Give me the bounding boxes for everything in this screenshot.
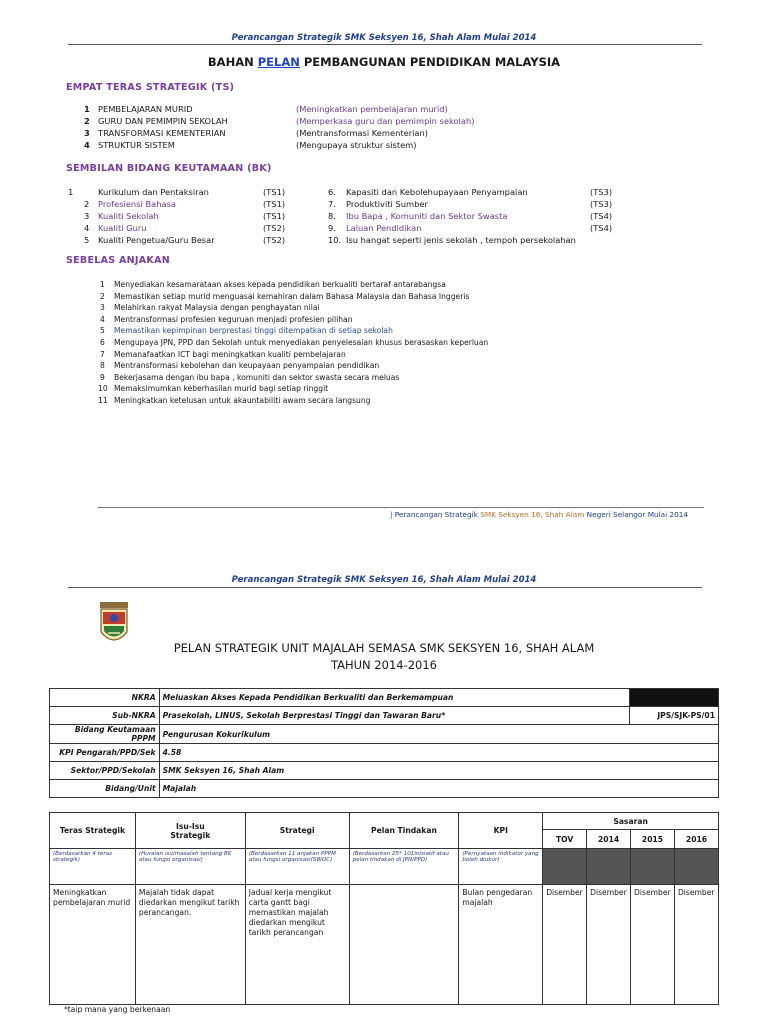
col-isu-header: Isu-Isu Strategik	[135, 813, 245, 849]
note-strategi: (Berdasarkan 11 anjakan PPPM atau fungsi organisasi(SWOC)	[245, 849, 349, 885]
nkra-row	[50, 689, 719, 707]
teras-description: (Memperkasa guru dan pemimpin sekolah)	[296, 116, 475, 126]
anjakan-number: 8	[100, 361, 105, 371]
pelan-link[interactable]: PELAN	[257, 55, 300, 69]
bidang-ts: (TS1)	[263, 187, 286, 197]
page1-title	[0, 55, 768, 69]
bidang-ts: (TS2)	[263, 223, 286, 233]
bidang-number: 2	[84, 199, 90, 209]
page1-header-rule	[68, 44, 702, 45]
col-pelan-header: Pelan Tindakan	[349, 813, 459, 849]
note-kpi: (Pernyataan indikator yang boleh diukur)	[459, 849, 543, 885]
teras-number: 4	[84, 140, 90, 150]
teras-description: (Mentransformasi Kementerian)	[296, 128, 429, 138]
anjakan-number: 4	[100, 314, 105, 324]
footer-part-1: Perancangan Strategik	[394, 510, 481, 519]
anjakan-number: 11	[98, 396, 108, 405]
nkra-row	[50, 725, 719, 744]
page2-title-line1: PELAN STRATEGIK UNIT MAJALAH SEMASA SMK SEKSYEN 16, SHAH ALAM	[173, 641, 595, 655]
bidang-number: 3	[84, 211, 90, 221]
row-2015: Disember	[631, 885, 675, 1005]
page2-header-rule	[68, 587, 702, 588]
col-tov-header: TOV	[543, 830, 587, 849]
bidang-number: 5	[84, 235, 90, 245]
footer-bar: |	[390, 510, 395, 519]
bidang-ts: (TS4)	[590, 211, 613, 221]
note-2014-shaded	[587, 849, 631, 885]
bidang-number: 1	[68, 187, 74, 197]
page1-header: Perancangan Strategik SMK Seksyen 16, Shah Alam Mulai 2014	[231, 33, 537, 43]
anjakan-text: Bekerjasama dengan ibu bapa , komuniti dan sektor swasta secara meluas	[114, 372, 400, 382]
bidang-name: Laluan Pendidikan	[346, 223, 422, 233]
bidang-name: Kualiti Sekolah	[98, 211, 159, 221]
bidang-name: Kurikulum dan Pentaksiran	[98, 187, 209, 197]
page2-header: Perancangan Strategik SMK Seksyen 16, Shah Alam Mulai 2014	[231, 575, 537, 585]
plan-table	[49, 812, 719, 1005]
teras-number: 3	[84, 128, 90, 138]
anjakan-text: Melahirkan rakyat Malaysia dengan penghayatan nilai	[114, 303, 320, 313]
teras-name: TRANSFORMASI KEMENTERIAN	[98, 128, 226, 138]
bidang-number: 6.	[328, 187, 336, 197]
title-prefix: BAHAN	[207, 55, 258, 69]
anjakan-number: 6	[100, 338, 105, 347]
nkra-value: 4.58	[159, 744, 718, 762]
bidang-name: Produktiviti Sumber	[346, 199, 428, 209]
teras-name: GURU DAN PEMIMPIN SEKOLAH	[98, 116, 228, 126]
anjakan-number: 7	[100, 349, 105, 359]
anjakan-text: Mentransformasi kebolehan dan keupayaan penyampaian pendidikan	[114, 361, 380, 371]
nkra-row	[50, 780, 719, 798]
bidang-number: 4	[84, 223, 90, 233]
nkra-table	[49, 688, 719, 798]
bidang-number: 7.	[328, 199, 336, 209]
row-strategi: Jadual kerja mengikut carta gantt bagi memastikan majalah diedarkan mengikut tarikh perancangan	[245, 885, 349, 1005]
page1-footer	[390, 510, 688, 519]
footnote: *taip mana yang berkenaan	[64, 1005, 171, 1014]
anjakan-number: 5	[100, 326, 105, 336]
bidang-ts: (TS2)	[263, 235, 286, 245]
col-2016-header: 2016	[674, 830, 718, 849]
row-pelan	[349, 885, 459, 1005]
teras-name: STRUKTUR SISTEM	[98, 140, 175, 150]
bidang-ts: (TS1)	[263, 199, 286, 209]
nkra-black-cell	[629, 689, 718, 707]
anjakan-text: Memaksimumkan keberhasilan murid bagi setiap ringgit	[114, 384, 329, 394]
nkra-row	[50, 744, 719, 762]
page1-footer-rule	[98, 507, 704, 508]
bidang-name: Kualiti Pengetua/Guru Besar	[98, 235, 215, 245]
nkra-label: NKRA	[50, 689, 160, 707]
footer-part-2: SMK Seksyen 16, Shah Alam	[480, 510, 587, 519]
anjakan-number: 10	[98, 384, 108, 394]
anjakan-text: Memanafaatkan ICT bagi meningkatkan kualiti pembelajaran	[114, 349, 346, 359]
col-2015-header: 2015	[631, 830, 675, 849]
anjakan-text: Menyediakan kesamarataan akses kepada pendidikan berkualiti bertaraf antarabangsa	[114, 280, 446, 289]
row-2016: Disember	[674, 885, 718, 1005]
teras-heading: EMPAT TERAS STRATEGIK (TS)	[66, 82, 235, 93]
bidang-number: 10.	[328, 235, 342, 245]
note-tov-shaded	[543, 849, 587, 885]
row-kpi: Bulan pengedaran majalah	[459, 885, 543, 1005]
note-pelan: (Berdasarkan 25* 101inisiatif atau pelan tindakan di JPN/PPD)	[349, 849, 459, 885]
nkra-value: SMK Seksyen 16, Shah Alam	[159, 762, 718, 780]
anjakan-text: Mentransformasi profesien keguruan menjadi profesien pilihan	[114, 314, 353, 324]
nkra-value: Meluaskan Akses Kepada Pendidikan Berkualiti dan Berkemampuan	[159, 689, 629, 707]
nkra-label: Bidang Keutamaan PPPM	[50, 725, 160, 744]
nkra-row	[50, 762, 719, 780]
nkra-row	[50, 707, 719, 725]
teras-description: (Meningkatkan pembelajaran murid)	[296, 104, 448, 114]
bidang-number: 9.	[328, 223, 336, 233]
title-suffix: PEMBANGUNAN PENDIDIKAN MALAYSIA	[299, 55, 561, 69]
bidang-ts: (TS4)	[590, 223, 613, 233]
bidang-name: Ibu Bapa , Komuniti dan Sektor Swasta	[346, 211, 508, 221]
row-tov: Disember	[543, 885, 587, 1005]
nkra-value: Prasekolah, LINUS, Sekolah Berprestasi Tinggi dan Tawaran Baru*	[159, 707, 629, 725]
col-strategi-header: Strategi	[245, 813, 349, 849]
bidang-number: 8.	[328, 211, 336, 221]
note-teras: (Berdasarkan 4 teras strategik)	[50, 849, 136, 885]
nkra-label: Sektor/PPD/Sekolah	[50, 762, 160, 780]
col-teras-header: Teras Strategik	[50, 813, 136, 849]
anjakan-number: 9	[100, 372, 105, 382]
row-teras: Meningkatkan pembelajaran murid	[50, 885, 136, 1005]
bidang-ts: (TS1)	[263, 211, 286, 221]
footer-part-3: Negeri Selangor Mulai 2014	[586, 510, 689, 519]
nkra-value: Pengurusan Kokurikulum	[159, 725, 718, 744]
nkra-label: Bidang/Unit	[50, 780, 160, 798]
row-2014: Disember	[587, 885, 631, 1005]
note-2015-shaded	[631, 849, 675, 885]
sasaran-header: Sasaran	[543, 813, 719, 830]
bidang-name: Profesiensi Bahasa	[98, 199, 176, 209]
nkra-label: KPI Pengarah/PPD/Sek	[50, 744, 160, 762]
anjakan-number: 1	[100, 280, 105, 289]
teras-number: 1	[84, 104, 90, 114]
bidang-ts: (TS3)	[590, 199, 613, 209]
anjakan-text: Meningkatkan ketelusan untuk akauntabiliti awam secara langsung	[114, 396, 371, 405]
col-kpi-header: KPI	[459, 813, 543, 849]
note-2016-shaded	[674, 849, 718, 885]
page2-title-line2: TAHUN 2014-2016	[330, 658, 437, 672]
col-2014-header: 2014	[587, 830, 631, 849]
row-isu: Majalah tidak dapat diedarkan mengikut tarikh perancangan.	[135, 885, 245, 1005]
sub-nkra-code: JPS/SJK-PS/01	[629, 707, 718, 725]
note-isu: (Huraian isu/masalah tentang BK atau fungsi organisasi)	[135, 849, 245, 885]
bidang-name: Kualiti Guru	[98, 223, 147, 233]
teras-number: 2	[84, 116, 90, 126]
anjakan-number: 2	[100, 291, 105, 301]
anjakan-number: 3	[100, 303, 105, 313]
anjakan-text: Memastikan setiap murid menguasai kemahiran dalam Bahasa Malaysia dan Bahasa Inggeris	[114, 291, 470, 301]
bidang-ts: (TS3)	[590, 187, 613, 197]
anjakan-heading: SEBELAS ANJAKAN	[66, 255, 170, 266]
bidang-heading: SEMBILAN BIDANG KEUTAMAAN (BK)	[66, 163, 272, 174]
nkra-label: Sub-NKRA	[50, 707, 160, 725]
bidang-name: Isu hangat seperti jenis sekolah , tempoh persekolahan	[346, 235, 576, 245]
anjakan-text: Mengupaya JPN, PPD dan Sekolah untuk menyediakan penyelesaian khusus berasaskan keperluan	[114, 338, 489, 347]
nkra-value: Majalah	[159, 780, 718, 798]
teras-name: PEMBELAJARAN MURID	[98, 104, 193, 114]
anjakan-text: Memastikan kepimpinan berprestasi tinggi ditempatkan di setiap sekolah	[114, 326, 393, 336]
bidang-name: Kapasiti dan Kebolehupayaan Penyampaian	[346, 187, 528, 197]
teras-description: (Mengupaya struktur sistem)	[296, 140, 417, 150]
